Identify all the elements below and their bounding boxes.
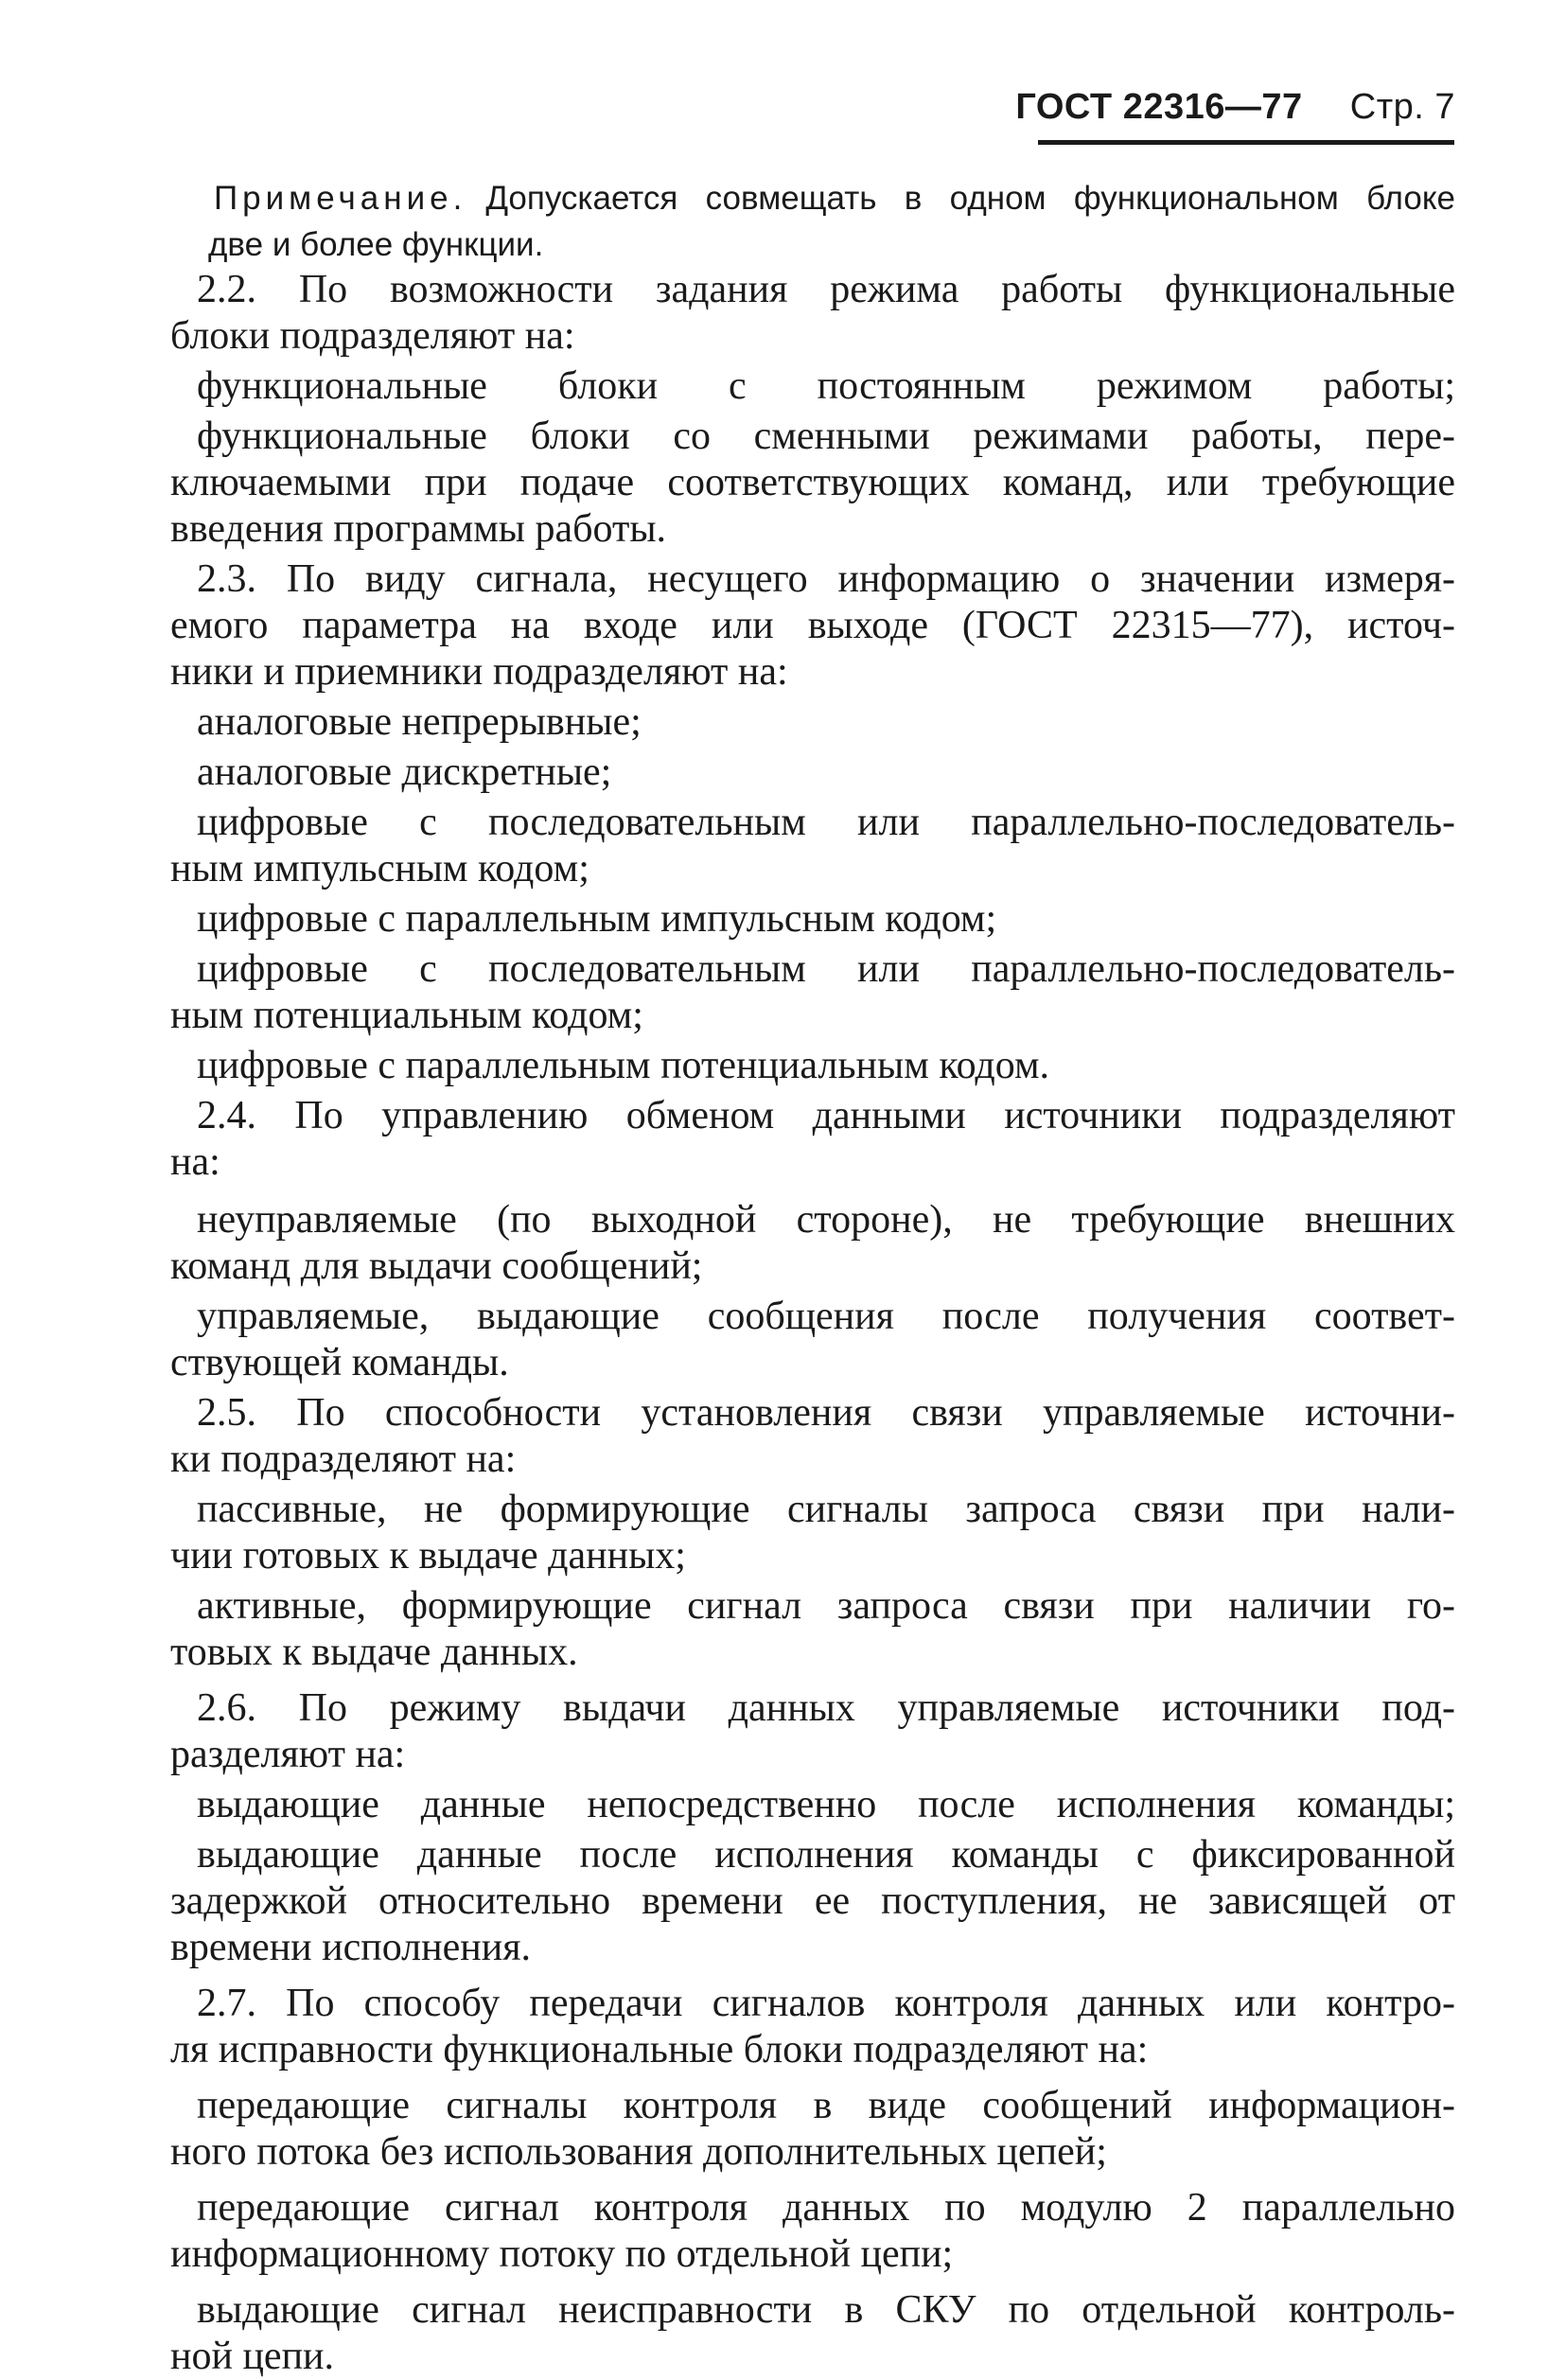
text-line: задержкой относительно времени ее поступления, не зависящей от	[170, 1879, 1455, 1923]
text-line: 2.5. По способности установления связи управляемые источни-	[197, 1391, 1455, 1435]
text-line: передающие сигнал контроля данных по модулю 2 параллельно	[197, 2186, 1455, 2230]
text-line: ники и приемники подразделяют на:	[170, 650, 788, 694]
text-line: неуправляемые (по выходной стороне), не требующие внешних	[197, 1198, 1455, 1242]
text-line: 2.7. По способу передачи сигналов контроля данных или контро-	[197, 1982, 1455, 2025]
text-line: 2.3. По виду сигнала, несущего информацию о значении измеря-	[197, 557, 1455, 601]
text-line: цифровые с последовательным или параллельно-последователь-	[197, 801, 1455, 844]
text-line: введения программы работы.	[170, 507, 667, 551]
text-line: времени исполнения.	[170, 1926, 532, 1969]
text-line: передающие сигналы контроля в виде сообщений информацион-	[197, 2084, 1455, 2127]
text-line: функциональные блоки с постоянным режимом работы;	[197, 364, 1455, 408]
note-block	[208, 175, 1455, 268]
text-line: цифровые с параллельным потенциальным кодом.	[197, 1044, 1050, 1087]
text-line: ствующей команды.	[170, 1341, 509, 1384]
note-line-1: Допускается совмещать в одном функциональном блоке	[485, 180, 1455, 217]
text-line: на:	[170, 1140, 220, 1184]
text-line: ля исправности функциональные блоки подразделяют на:	[170, 2028, 1149, 2071]
text-line: емого параметра на входе или выходе (ГОСТ 22315—77), источ-	[170, 604, 1455, 647]
text-line: 2.2. По возможности задания режима работы функциональные	[197, 268, 1455, 311]
text-line: ным импульсным кодом;	[170, 847, 589, 890]
page-header	[1015, 87, 1455, 128]
text-line: аналоговые дискретные;	[197, 750, 612, 794]
text-line: товых к выдаче данных.	[170, 1631, 578, 1674]
header-rule	[1038, 140, 1454, 145]
text-line: пассивные, не формирующие сигналы запроса связи при нали-	[197, 1488, 1455, 1531]
standard-number: ГОСТ 22316—77	[1015, 87, 1303, 127]
text-line: ного потока без использования дополнительных цепей;	[170, 2130, 1107, 2174]
text-line: чии готовых к выдаче данных;	[170, 1534, 686, 1578]
text-line: ным потенциальным кодом;	[170, 994, 643, 1037]
note-label: Примечание.	[214, 180, 467, 217]
text-line: ки подразделяют на:	[170, 1437, 517, 1481]
text-line: разделяют на:	[170, 1733, 406, 1776]
text-line: 2.4. По управлению обменом данными источники подразделяют	[197, 1094, 1455, 1137]
text-line: выдающие данные непосредственно после исполнения команды;	[197, 1783, 1455, 1826]
text-line: цифровые с параллельным импульсным кодом;	[197, 897, 997, 941]
text-line: выдающие данные после исполнения команды с фиксированной	[197, 1833, 1455, 1877]
text-line: выдающие сигнал неисправности в СКУ по отдельной контроль-	[197, 2288, 1455, 2332]
body-text	[170, 267, 1455, 2380]
text-line: ключаемыми при подаче соответствующих команд, или требующие	[170, 461, 1455, 504]
text-line: функциональные блоки со сменными режимами работы, пере-	[197, 414, 1455, 458]
text-line: ной цепи.	[170, 2335, 335, 2378]
page-number: Стр. 7	[1349, 87, 1455, 127]
text-line: 2.6. По режиму выдачи данных управляемые источники под-	[197, 1686, 1455, 1730]
note-line-2: две и более функции.	[208, 226, 544, 263]
text-line: блоки подразделяют на:	[170, 314, 575, 358]
text-line: активные, формирующие сигнал запроса связи при наличии го-	[197, 1584, 1455, 1628]
text-line: информационному потоку по отдельной цепи;	[170, 2232, 954, 2276]
text-line: управляемые, выдающие сообщения после получения соответ-	[197, 1295, 1455, 1338]
text-line: цифровые с последовательным или параллельно-последователь-	[197, 947, 1455, 991]
text-line: аналоговые непрерывные;	[197, 700, 642, 744]
text-line: команд для выдачи сообщений;	[170, 1244, 703, 1288]
